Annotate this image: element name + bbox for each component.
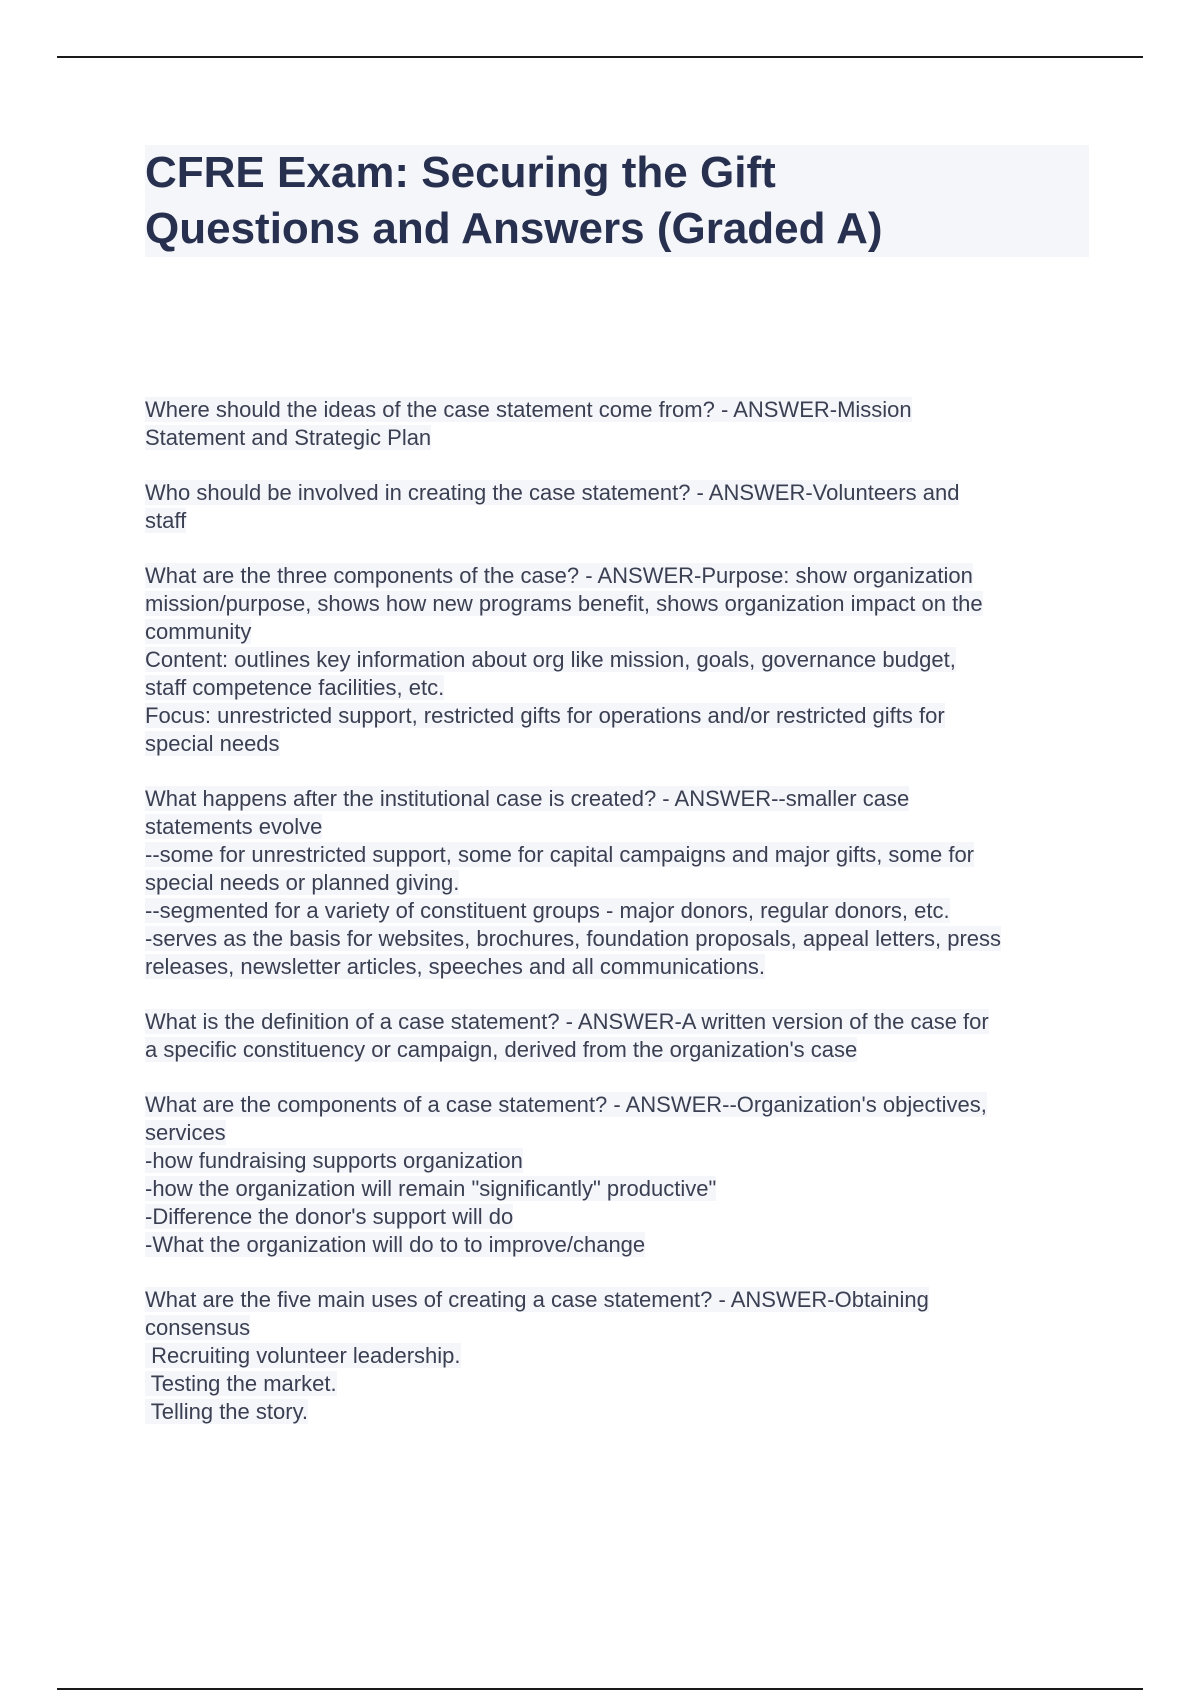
- qa-line: Telling the story.: [145, 1399, 309, 1424]
- qa-line: Recruiting volunteer leadership.: [145, 1343, 461, 1368]
- qa-line: Focus: unrestricted support, restricted gifts for operations and/or restricted gifts for: [145, 703, 945, 728]
- bottom-rule: [57, 1688, 1143, 1690]
- qa-list: [145, 396, 1095, 1453]
- title-line-2: Questions and Answers (Graded A): [145, 204, 883, 253]
- qa-item: [145, 1091, 1095, 1259]
- qa-item: [145, 1286, 1095, 1426]
- qa-line: staff competence facilities, etc.: [145, 675, 445, 700]
- qa-line: statements evolve: [145, 814, 323, 839]
- qa-line: What is the definition of a case statement? - ANSWER-A written version of the case for: [145, 1009, 989, 1034]
- qa-item: [145, 1008, 1095, 1064]
- qa-line: -What the organization will do to to improve/change: [145, 1232, 646, 1257]
- qa-item: [145, 396, 1095, 452]
- qa-line: consensus: [145, 1315, 251, 1340]
- qa-line: What are the five main uses of creating a case statement? - ANSWER-Obtaining: [145, 1287, 929, 1312]
- qa-line: --segmented for a variety of constituent groups - major donors, regular donors, etc.: [145, 898, 950, 923]
- qa-line: -how the organization will remain "significantly" productive": [145, 1176, 717, 1201]
- qa-line: --some for unrestricted support, some for capital campaigns and major gifts, some for: [145, 842, 975, 867]
- page-title: [145, 145, 1089, 257]
- qa-line: special needs or planned giving.: [145, 870, 460, 895]
- qa-line: What are the components of a case statement? - ANSWER--Organization's objectives,: [145, 1092, 987, 1117]
- qa-line: community: [145, 619, 252, 644]
- qa-line: special needs: [145, 731, 280, 756]
- qa-item: [145, 479, 1095, 535]
- title-line-1: CFRE Exam: Securing the Gift: [145, 148, 776, 197]
- qa-line: releases, newsletter articles, speeches and all communications.: [145, 954, 765, 979]
- qa-line: mission/purpose, shows how new programs benefit, shows organization impact on the: [145, 591, 983, 616]
- qa-line: -Difference the donor's support will do: [145, 1204, 514, 1229]
- top-rule: [57, 56, 1143, 58]
- qa-line: Where should the ideas of the case statement come from? - ANSWER-Mission: [145, 397, 912, 422]
- qa-line: Content: outlines key information about org like mission, goals, governance budget,: [145, 647, 956, 672]
- qa-line: Statement and Strategic Plan: [145, 425, 432, 450]
- qa-line: staff: [145, 508, 187, 533]
- qa-line: Testing the market.: [145, 1371, 337, 1396]
- qa-item: [145, 785, 1095, 981]
- qa-line: What happens after the institutional case is created? - ANSWER--smaller case: [145, 786, 910, 811]
- qa-item: [145, 562, 1095, 758]
- qa-line: Who should be involved in creating the case statement? - ANSWER-Volunteers and: [145, 480, 960, 505]
- qa-line: a specific constituency or campaign, derived from the organization's case: [145, 1037, 858, 1062]
- qa-line: What are the three components of the case? - ANSWER-Purpose: show organization: [145, 563, 973, 588]
- qa-line: -serves as the basis for websites, brochures, foundation proposals, appeal letters, press: [145, 926, 1002, 951]
- qa-line: services: [145, 1120, 226, 1145]
- qa-line: -how fundraising supports organization: [145, 1148, 523, 1173]
